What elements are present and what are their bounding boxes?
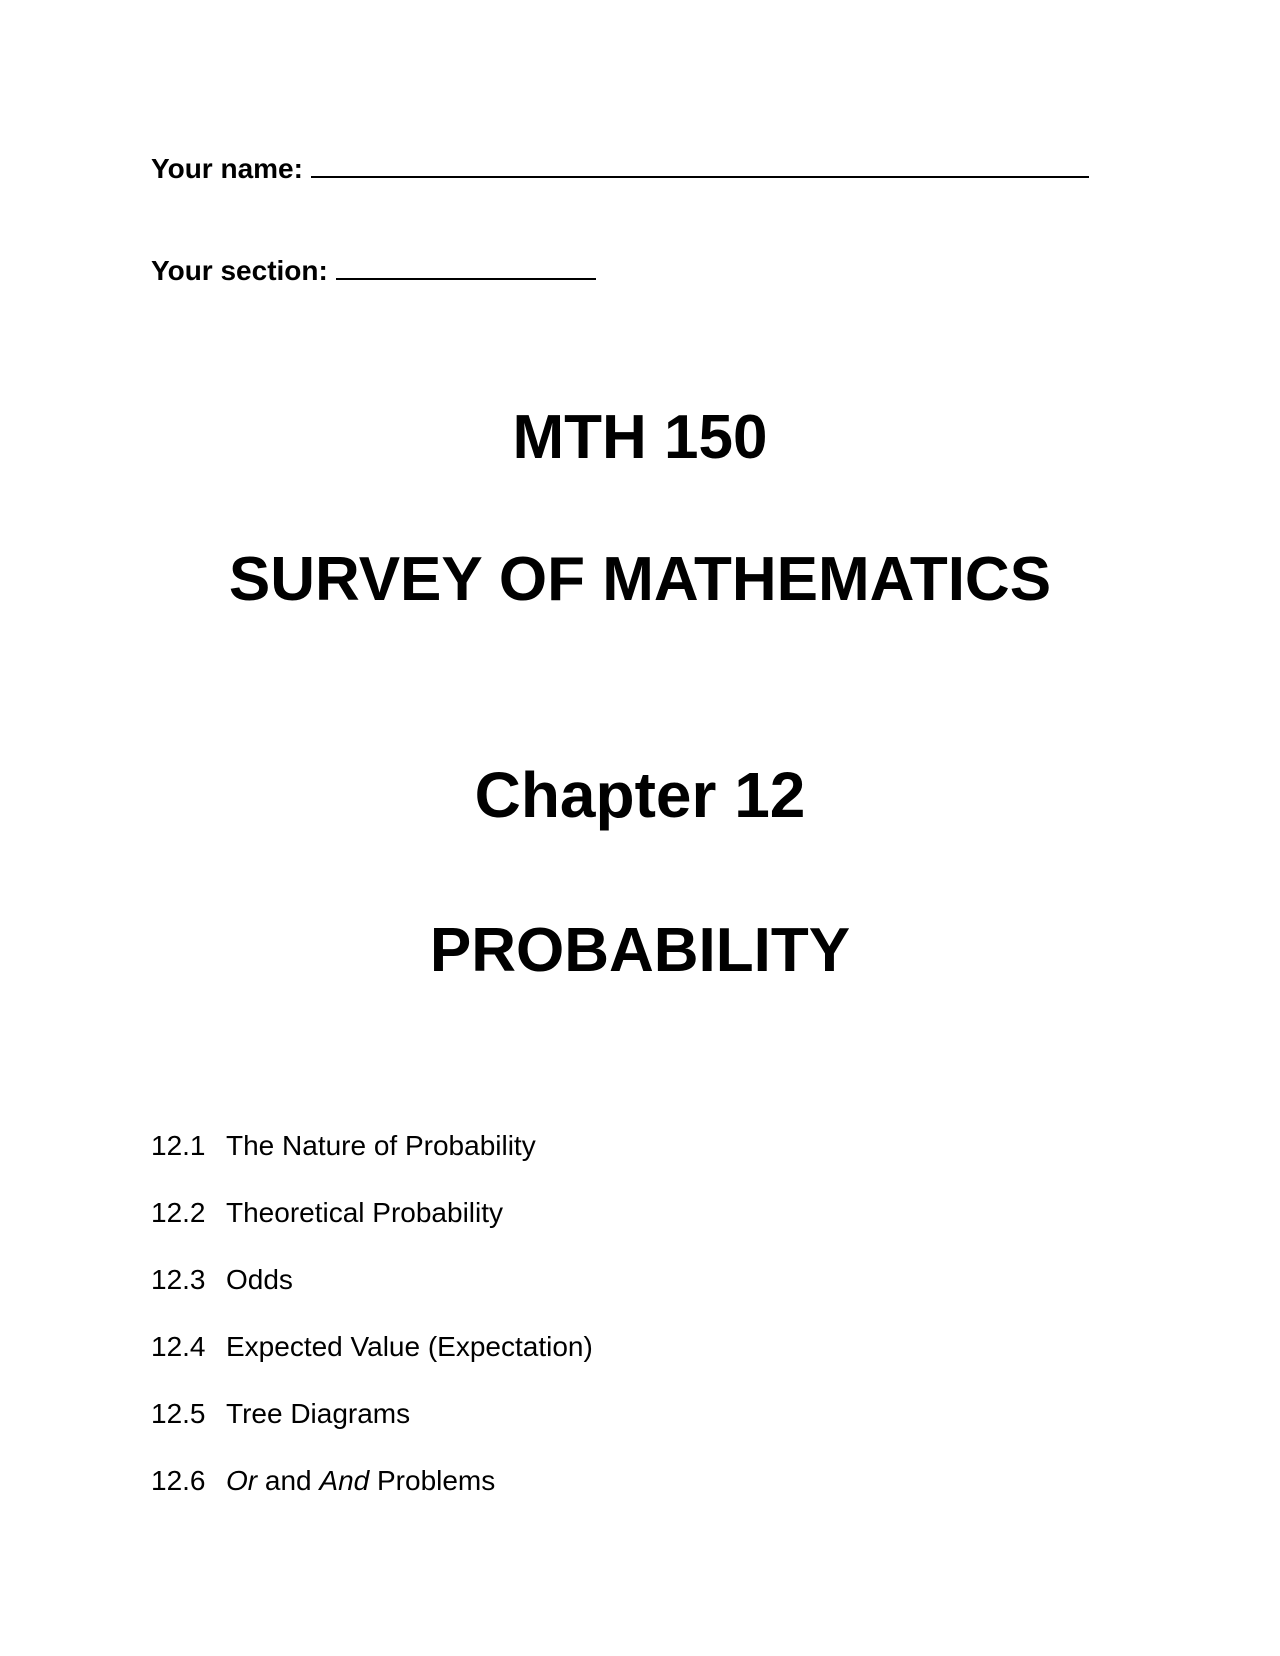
toc-title: Theoretical Probability <box>226 1197 504 1228</box>
toc-number: 12.3 <box>151 1264 206 1295</box>
toc-number: 12.5 <box>151 1398 206 1429</box>
toc-title-or: Or <box>226 1465 258 1496</box>
name-label: Your name: <box>151 153 303 184</box>
toc-title <box>226 1467 495 1534</box>
section-label: Your section: <box>151 255 328 286</box>
toc-title: Expected Value (Expectation) <box>226 1331 593 1362</box>
section-blank-line <box>336 254 596 280</box>
toc-title-problems: Problems <box>369 1465 496 1496</box>
name-blank-line <box>311 152 1089 178</box>
toc-item <box>151 1199 593 1266</box>
toc-item <box>151 1467 593 1534</box>
toc-number: 12.1 <box>151 1130 206 1161</box>
chapter-topic: PROBABILITY <box>429 916 851 985</box>
name-field-row <box>151 152 1089 183</box>
toc-item <box>151 1333 593 1400</box>
table-of-contents <box>151 1132 593 1534</box>
section-field-row <box>151 254 596 285</box>
chapter-title: Chapter 12 <box>474 759 806 831</box>
toc-title: Tree Diagrams <box>226 1398 411 1429</box>
course-name: SURVEY OF MATHEMATICS <box>228 545 1052 614</box>
toc-title: Odds <box>226 1264 293 1295</box>
toc-title-and-word: and <box>257 1465 320 1496</box>
course-code: MTH 150 <box>512 403 768 472</box>
toc-title: The Nature of Probability <box>226 1130 536 1161</box>
toc-title-and: And <box>319 1465 370 1496</box>
toc-number: 12.4 <box>151 1331 206 1362</box>
toc-number: 12.6 <box>151 1465 206 1496</box>
toc-item <box>151 1400 593 1467</box>
toc-number: 12.2 <box>151 1197 206 1228</box>
toc-item <box>151 1266 593 1333</box>
toc-item <box>151 1132 593 1199</box>
